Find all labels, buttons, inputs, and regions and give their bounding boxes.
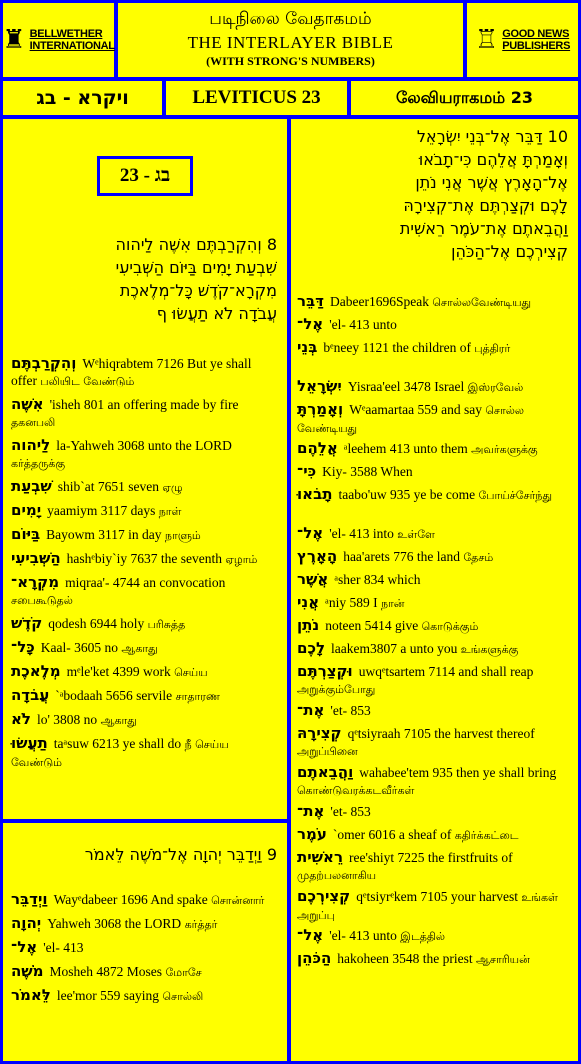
logo-right: [467, 3, 578, 77]
word-entry: [297, 849, 570, 884]
tamil-gloss: கதிர்க்கட்டை: [454, 829, 519, 842]
hebrew-word: אֶל־: [297, 524, 324, 542]
hebrew-word: לַיהוה: [11, 436, 51, 454]
logo-right-line2: PUBLISHERS: [502, 40, 571, 52]
hebrew-word: תָבֹאוּ: [297, 485, 333, 503]
word-gloss: ᵃniy 589 I: [325, 595, 381, 610]
word-entry: [297, 293, 570, 311]
word-entry: [297, 702, 570, 720]
word-entry: [297, 725, 570, 760]
word-gloss: qᵉtsiyraah 7105 the harvest thereof: [347, 726, 535, 741]
tamil-gloss: புத்திரர்: [474, 342, 511, 355]
tamil-gloss: கர்த்தர்: [184, 918, 218, 931]
tamil-gloss: தேசம்: [463, 551, 494, 564]
word-gloss: lo' 3808 no: [37, 712, 101, 727]
word-gloss: Kaal- 3605 no: [40, 640, 122, 655]
hebrew-word: אֶת־: [297, 802, 325, 820]
verse-8-line3: מִקְרָא־קֹדֶשׁ כָּל־מְלֶאכֶת: [119, 281, 277, 300]
hebrew-word: מֹשֶׁה: [11, 962, 44, 980]
tamil-gloss: ஏழாம்: [225, 553, 258, 566]
word-gloss: 'el- 413 into: [329, 526, 398, 541]
word-entry: [297, 571, 570, 589]
word-gloss: Kiy- 3588 When: [322, 464, 413, 479]
tamil-gloss: ஆகாது: [100, 714, 137, 727]
word-gloss: laakem3807 a unto you: [331, 641, 461, 656]
word-entry: [297, 378, 570, 396]
hebrew-word: יָמִים: [11, 501, 42, 519]
word-gloss: ᵃsher 834 which: [334, 572, 421, 587]
word-entry: [11, 915, 279, 933]
tamil-gloss: ஏழு: [162, 481, 183, 494]
word-gloss: ᵃleehem 413 unto them: [343, 441, 472, 456]
word-entry: [11, 735, 279, 771]
word-gloss: `ᵃbodaah 5656 servile: [55, 688, 176, 703]
hebrew-word: אֲשֶׁר: [297, 570, 329, 588]
word-entry: [297, 826, 570, 844]
tamil-gloss: சொல்ல வேண்டியது: [297, 404, 525, 435]
title-block: [118, 3, 463, 77]
word-gloss: haa'arets 776 the land: [343, 549, 464, 564]
hebrew-word: וְאָמַרְתָּ: [297, 400, 344, 418]
word-entry: [297, 617, 570, 635]
word-entry: [11, 526, 279, 544]
word-entry: [297, 548, 570, 566]
verse-10-line5: וַהֲבֵאתֶם אֶת־עֹמֶר רֵאשִׁית: [399, 219, 568, 238]
hebrew-word: יִשְׂרָאֵל: [297, 377, 342, 395]
word-entry: [11, 550, 279, 568]
word-gloss: Wayᵉdabeer 1696 And spake: [53, 892, 212, 907]
word-gloss: hakoheen 3548 the priest: [337, 951, 476, 966]
logo-left: [3, 3, 114, 77]
tamil-gloss: சொல்லவேண்டியது: [432, 296, 532, 309]
hebrew-word: תַעֲשׂוּ: [11, 734, 48, 752]
verse-10-line6: קְצִירְכֶם אֶל־הַכֹּהֵן: [451, 242, 568, 261]
hebrew-word: אֶל־: [11, 938, 38, 956]
word-gloss: miqraa'- 4744 an convocation: [65, 575, 226, 590]
header-english: LEVITICUS 23: [166, 81, 347, 115]
tamil-gloss: பரிசுத்த: [147, 618, 186, 631]
hebrew-word: הָאָרֶץ: [297, 547, 338, 565]
word-gloss: Yahweh 3068 the LORD: [47, 916, 185, 931]
word-entry: [297, 316, 570, 334]
verse-10-hebrew: [291, 125, 578, 263]
word-gloss: qodesh 6944 holy: [48, 616, 148, 631]
hebrew-word: קְצִירְכֶם: [297, 887, 351, 905]
word-gloss: Bayowm 3117 in day: [46, 527, 165, 542]
hebrew-word: וַהֲבֵאתֶם: [297, 763, 354, 781]
hebrew-word: אֶל־: [297, 926, 324, 944]
title-sub: (WITH STRONG'S NUMBERS): [206, 54, 375, 68]
hebrew-word: דַּבֵּר: [297, 292, 324, 310]
word-entry: [11, 663, 279, 681]
tamil-gloss: தகனபலி: [11, 416, 56, 429]
word-entry: [11, 574, 279, 609]
word-entry: [11, 939, 279, 957]
word-entry: [297, 594, 570, 612]
hebrew-word: מְלֶאכֶת: [11, 662, 61, 680]
logo-left-line2: INTERNATIONAL: [29, 40, 115, 52]
hebrew-word: קְצִירָהּ: [297, 724, 342, 742]
tamil-gloss: கொண்டுவரக்கடவீர்கள்: [297, 784, 415, 797]
hebrew-word: קֹדֶשׁ: [11, 614, 43, 632]
hebrew-word: כָּל־: [11, 638, 35, 656]
word-gloss: Mosheh 4872 Moses: [49, 964, 166, 979]
tamil-gloss: மோசே: [165, 966, 202, 979]
hebrew-word: כִּי־: [297, 462, 317, 480]
word-gloss: Yisraa'eel 3478 Israel: [347, 379, 468, 394]
word-entry: [297, 525, 570, 543]
tamil-gloss: செய்ய: [174, 666, 208, 679]
word-entry: [297, 888, 570, 924]
hebrew-word: אֲלֵהֶם: [297, 439, 338, 457]
hebrew-word: בַּיּוֹם: [11, 525, 41, 543]
word-entry: [11, 891, 279, 909]
word-entry: [297, 950, 570, 968]
word-entry: [11, 987, 279, 1005]
word-entry: [11, 355, 279, 390]
tamil-gloss: ஆகாது: [121, 642, 158, 655]
hebrew-word: וּקְצַרְתֶּם: [297, 662, 353, 680]
tamil-gloss: இடத்தில்: [400, 930, 446, 943]
title-english: THE INTERLAYER BIBLE: [187, 33, 394, 52]
word-gloss: 'el- 413 unto: [329, 928, 401, 943]
word-gloss: shib`at 7651 seven: [57, 479, 163, 494]
verse-8-line4: עֲבֹדָה לֹא תַעֲשׂוּ ף: [156, 304, 277, 323]
tamil-gloss: சபைகூடுதல்: [11, 594, 73, 607]
hebrew-word: מִקְרָא־: [11, 573, 60, 591]
word-gloss: bᵉneey 1121 the children of: [323, 340, 475, 355]
tamil-gloss: அறுப்பினை: [297, 745, 358, 758]
tamil-gloss: நாள்: [158, 505, 182, 518]
word-gloss: taabo'uw 935 ye be come: [338, 487, 479, 502]
tamil-gloss: போய்ச்சேர்ந்து: [478, 489, 552, 502]
word-entry: [11, 963, 279, 981]
tamil-gloss: ஆசாரியன்: [475, 953, 530, 966]
tamil-gloss: முதற்பலனாகிய: [297, 869, 377, 882]
tamil-gloss: நீ செய்ய வேண்டும்: [11, 738, 229, 769]
word-entry: [11, 437, 279, 472]
word-gloss: 'isheh 801 an offering made by fire: [49, 397, 239, 412]
word-gloss: 'et- 853: [330, 804, 371, 819]
word-entry: [11, 687, 279, 705]
tamil-gloss: பலியிட வேண்டும்: [40, 375, 135, 388]
hebrew-word: רֵאשִׁית: [297, 848, 343, 866]
word-gloss: Wᵉhiqrabtem 7126 But ye shall offer: [11, 356, 252, 388]
word-entry: [297, 927, 570, 945]
tamil-gloss: கர்த்தருக்கு: [11, 457, 66, 470]
verse-9-hebrew: 9 וַיְדַבֵּר יְהוָה אֶל־מֹשֶׁה לֵּאמֹר: [84, 845, 277, 864]
word-entry: [297, 486, 570, 504]
tamil-gloss: நாளும்: [164, 529, 201, 542]
hebrew-word: אֶל־: [297, 315, 324, 333]
header-tamil: லேவியராகமம் 23: [351, 81, 578, 115]
word-entry: [297, 764, 570, 799]
word-entry: [11, 478, 279, 496]
word-entry: [11, 615, 279, 633]
logo-right-line1: GOOD NEWS: [502, 28, 570, 40]
verse-10-line4: לָכֶם וּקְצַרְתֶּם אֶת־קְצִירָהּ: [403, 196, 568, 215]
tamil-gloss: நான்: [380, 597, 405, 610]
word-gloss: taᵃsuw 6213 ye shall do: [53, 736, 185, 751]
hebrew-word: הַכֹּהֵן: [297, 949, 332, 967]
hebrew-word: וְהִקְרַבְתֶּם: [11, 354, 77, 372]
verse-10-line2: וְאָמַרְתָּ אֲלֵהֶם כִּי־תָבֹאוּ: [418, 150, 568, 169]
hebrew-word: נֹתֵן: [297, 616, 320, 634]
tamil-gloss: உங்களுக்கு: [460, 643, 519, 656]
word-gloss: uwqᵉtsartem 7114 and shall reap: [358, 664, 534, 679]
word-entry: [297, 663, 570, 698]
harp-logo-icon: ♜: [2, 25, 26, 54]
logo-left-line1: BELLWETHER: [29, 28, 103, 40]
hebrew-word: אֲנִי: [297, 593, 320, 611]
word-gloss: 'el- 413: [43, 940, 84, 955]
tamil-gloss: சொன்னார்: [211, 894, 265, 907]
hebrew-word: עֹמֶר: [297, 825, 327, 843]
hebrew-word: עֲבֹדָה: [11, 686, 50, 704]
word-gloss: lee'mor 559 saying: [56, 988, 163, 1003]
tamil-gloss: இஸ்ரவேல்: [467, 381, 524, 394]
tamil-gloss: உங்கள் அறுப்பு: [297, 891, 558, 922]
word-entry: [297, 339, 570, 357]
hebrew-word: יְהוָה: [11, 914, 42, 932]
word-gloss: yaamiym 3117 days: [47, 503, 159, 518]
verse-10-line3: אֶל־הָאָרֶץ אֲשֶׁר אֲנִי נֹתֵן: [415, 173, 568, 192]
verse-8-line2: שִׁבְעַת יָמִים בַּיּוֹם הַשְּׁבִיעִי: [115, 258, 277, 277]
right-panel: [291, 119, 578, 1061]
word-entry: [11, 396, 279, 431]
word-gloss: wahabee'tem 935 then ye shall bring: [359, 765, 557, 780]
hebrew-word: לֹא: [11, 710, 31, 728]
title-tamil: படிநிலை வேதாகமம்: [209, 9, 372, 29]
hebrew-word: לֵּאמֹר: [11, 986, 51, 1004]
hebrew-word: אֶת־: [297, 701, 325, 719]
word-gloss: hashᵉbiy`iy 7637 the seventh: [66, 551, 226, 566]
hebrew-word: וַיְדַבֵּר: [11, 890, 48, 908]
word-gloss: `omer 6016 a sheaf of: [332, 827, 455, 842]
tamil-gloss: உள்ளே: [397, 528, 435, 541]
verse-8-hebrew: [3, 233, 287, 325]
word-entry: [11, 502, 279, 520]
tamil-gloss: அவர்களுக்கு: [471, 443, 538, 456]
left-panel-bottom: [3, 823, 287, 1061]
tamil-gloss: சாதாரண: [175, 690, 220, 703]
tamil-gloss: அறுக்கும்போது: [297, 683, 376, 696]
word-gloss: noteen 5414 give: [325, 618, 422, 633]
word-gloss: 'et- 853: [330, 703, 371, 718]
word-gloss: 'el- 413 unto: [329, 317, 397, 332]
word-entry: [297, 440, 570, 458]
header-hebrew: ויקרא - בג: [3, 81, 162, 115]
word-gloss: ree'shiyt 7225 the firstfruits of: [349, 850, 513, 865]
word-entry: [11, 639, 279, 657]
word-gloss: Dabeer1696Speak: [330, 294, 433, 309]
hebrew-word: לָכֶם: [297, 639, 326, 657]
word-gloss: la-Yahweh 3068 unto the LORD: [56, 438, 232, 453]
word-gloss: qᵉtsiyrᵉkem 7105 your harvest: [356, 889, 522, 904]
book-logo-icon: ♖: [474, 25, 499, 54]
verse-10-line1: 10 דַּבֵּר אֶל־בְּנֵי יִשְׂרָאֵל: [416, 127, 568, 146]
word-entry: [297, 803, 570, 821]
left-panel-top: [3, 119, 287, 819]
hebrew-word: בְּנֵי: [297, 338, 318, 356]
hebrew-word: שִׁבְעַת: [11, 477, 52, 495]
verse-8-line1: 8 וְהִקְרַבְתֶּם אִשֶּׁה לַיהוה: [115, 235, 277, 254]
word-entry: [297, 463, 570, 481]
word-gloss: Wᵉaamartaa 559 and say: [349, 402, 486, 417]
chapter-box: 23 - בג: [97, 156, 193, 196]
hebrew-word: אִשֶּׁה: [11, 395, 44, 413]
word-entry: [297, 640, 570, 658]
word-entry: [297, 401, 570, 437]
word-gloss: mᵉle'ket 4399 work: [66, 664, 175, 679]
tamil-gloss: சொல்லி: [162, 990, 204, 1003]
hebrew-word: הַשְּׁבִיעִי: [11, 549, 61, 567]
word-entry: [11, 711, 279, 729]
tamil-gloss: கொடுக்கும்: [421, 620, 479, 633]
